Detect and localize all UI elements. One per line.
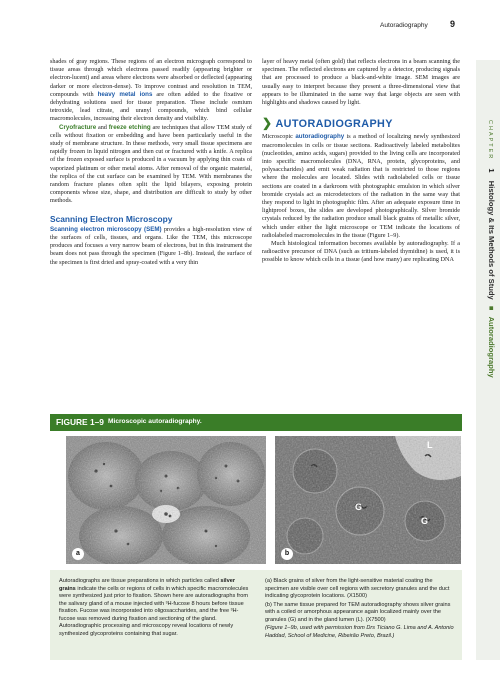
- panel-letter-b: b: [281, 548, 293, 560]
- caption-right: [265, 578, 455, 641]
- text: and: [96, 123, 109, 131]
- panel-letter-a: a: [72, 548, 84, 560]
- keyword-cryofracture: Cryofracture: [59, 123, 97, 131]
- side-tab-text: [487, 120, 496, 378]
- chevron-right-icon: ❯: [262, 116, 273, 131]
- micrograph-a: [66, 436, 266, 564]
- paragraph: [262, 133, 460, 240]
- micrograph-b: [275, 436, 461, 564]
- text: Autoradiographs are tissue preparations in which particles called: [59, 578, 221, 584]
- figure-title: Microscopic autoradiography.: [108, 418, 202, 425]
- label-granule: G: [421, 516, 429, 526]
- figure-label: FIGURE 1–9: [56, 417, 104, 427]
- keyword-autoradiography: autoradiography: [295, 133, 345, 141]
- label-lumen: L: [427, 440, 433, 450]
- caption-left: [59, 578, 251, 639]
- chapter-separator: ■: [487, 305, 496, 311]
- right-column: [262, 58, 460, 265]
- section-heading: [262, 116, 460, 131]
- keyword-silver-grains: silver grains: [59, 578, 235, 592]
- page-header: [380, 19, 460, 40]
- caption-paragraph: [59, 578, 251, 638]
- paragraph: [50, 58, 252, 124]
- text: indicate the cells or regions of cells in which specific macromolecules were synthesized just prior to fixation. Shown here are autoradiographs from the salivary gland of a mouse injected with ³H-fucose 8 hours before tissue fixation. Fucose was incorporated into oligosaccharides, and the free ³H-fucose was removed during fixation and sectioning of the gland. Autoradiographic processing and microscopy reveal locations of newly synthesized glycoproteins containing that sugar.: [59, 585, 249, 637]
- text: provides a high-resolution view of the surfaces of cells, tissues, and organs. Like the TEM, this microscope produces and focuses a very narrow beam of electrons, but in this instrument the beam does not pass through the specimen (Figure 1–8b). Instead, the surface of the specimen is first dried and spray-coated with a very thin: [50, 225, 252, 266]
- running-head: Autoradiography: [380, 22, 428, 29]
- label-granule: G: [355, 502, 363, 512]
- chapter-title: Histology & Its Methods of Study: [487, 180, 496, 300]
- keyword-freeze-etching: freeze etching: [108, 123, 151, 131]
- figure-caption: [50, 570, 462, 660]
- chapter-label: CHAPTER: [487, 120, 493, 161]
- chapter-number: 1: [487, 168, 496, 173]
- section-heading-text: AUTORADIOGRAPHY: [275, 118, 393, 131]
- keyword-sem: Scanning electron microscopy (SEM): [50, 225, 162, 233]
- chapter-side-tab: [476, 60, 500, 660]
- paragraph: [50, 226, 252, 267]
- paragraph: [50, 124, 252, 206]
- text: shades of gray regions. These regions of an electron micrograph correspond to tissue areas through which electrons passed readily (appearing brighter or electron-lucent) and areas where electrons were absorbed or deflected (appearing darker or more electron-dense). To improve contrast and resolution in TEM, compounds with: [50, 58, 252, 98]
- micrograph-a-image: [66, 436, 266, 564]
- chapter-section: Autoradiography: [487, 316, 496, 378]
- subheading-sem: Scanning Electron Microscopy: [50, 213, 173, 224]
- caption-credit: (Figure 1–9b, used with permission from Drs Ticiano G. Lima and A. Antonio Haddad, School of Medicine, Ribeirão Preto, Brazil.): [265, 625, 454, 639]
- text: is a method of localizing newly synthesized macromolecules in cells or tissue sections. Radioactively labeled metabolites (nucleotides, amino acids, sugars) provided to the living cells are incorporated into specific macromolecules (DNA, RNA, protein, glycoproteins, and polysaccharides) and emit weak radiation that is restricted to those regions where the molecules are located. Slides with radiolabeled cells or tissue sections are coated in a darkroom with photographic emulsion in which silver bromide crystals act as microdetectors of the radiation in the same way that they respond to light in photographic film. After an adequate exposure time in lightproof boxes, the slides are developed photographically. Silver bromide crystals reduced by the radiation produce small black grains of metallic silver, which under either the light microscope or TEM indicate the locations of radiolabeled macromolecules in the tissue (Figure 1–9).: [262, 133, 460, 239]
- text: are often added to the fixative or dehydrating solutions used for tissue preparation. These include osmium tetroxide, lead citrate, and uranyl compounds, which bind cellular macromolecules, increasing their electron density and visibility.: [50, 90, 252, 123]
- micrograph-b-image: [275, 436, 461, 564]
- caption-paragraph-b: (b) The same tissue prepared for TEM autoradiography shows silver grains with a coiled or amorphous appearance again localized mainly over the granules (G) and in the gland lumen (L). (X7500): [265, 601, 451, 623]
- text: Microscopic: [262, 133, 296, 141]
- text: are techniques that allow TEM study of cells without fixation or embedding and have been particularly useful in the study of membrane structure. In these methods, very small tissue specimens are rapidly frozen in liquid nitrogen and then cut or fractured with a knife. A replica of the frozen exposed surface is produced in a vacuum by applying thin coats of vaporized platinum or other metal atoms. After removal of the organic material, the replica of the cut surface can be examined by TEM. With membranes the random fracture planes often split the lipid bilayers, exposing protein components whose size, shape, and distribution are difficult to study by other methods.: [50, 123, 252, 205]
- page-number: 9: [450, 19, 456, 29]
- keyword-heavy-metal-ions: heavy metal ions: [97, 90, 153, 98]
- left-column: [50, 58, 252, 267]
- paragraph: layer of heavy metal (often gold) that reflects electrons in a beam scanning the specimen. The reflected electrons are captured by a detector, producing signals that are processed to produce a black-and-white image. SEM images are usually easy to interpret because they present a three-dimensional view that appears to be illuminated in the same way that large objects are seen with highlights and shadows caused by light.: [262, 58, 460, 107]
- caption-paragraph-a: (a) Black grains of silver from the light-sensitive material coating the specimen are visible over cell regions with secretory granules and the duct indicating glycoprotein locations. (X1500): [265, 578, 450, 599]
- figure-title-bar: [50, 414, 462, 431]
- paragraph: Much histological information becomes available by autoradiography. If a radioactive precursor of DNA (such as tritium-labeled thymidine) is used, it is possible to know which cells in a tissue (and how many) are replicating DNA: [262, 240, 460, 264]
